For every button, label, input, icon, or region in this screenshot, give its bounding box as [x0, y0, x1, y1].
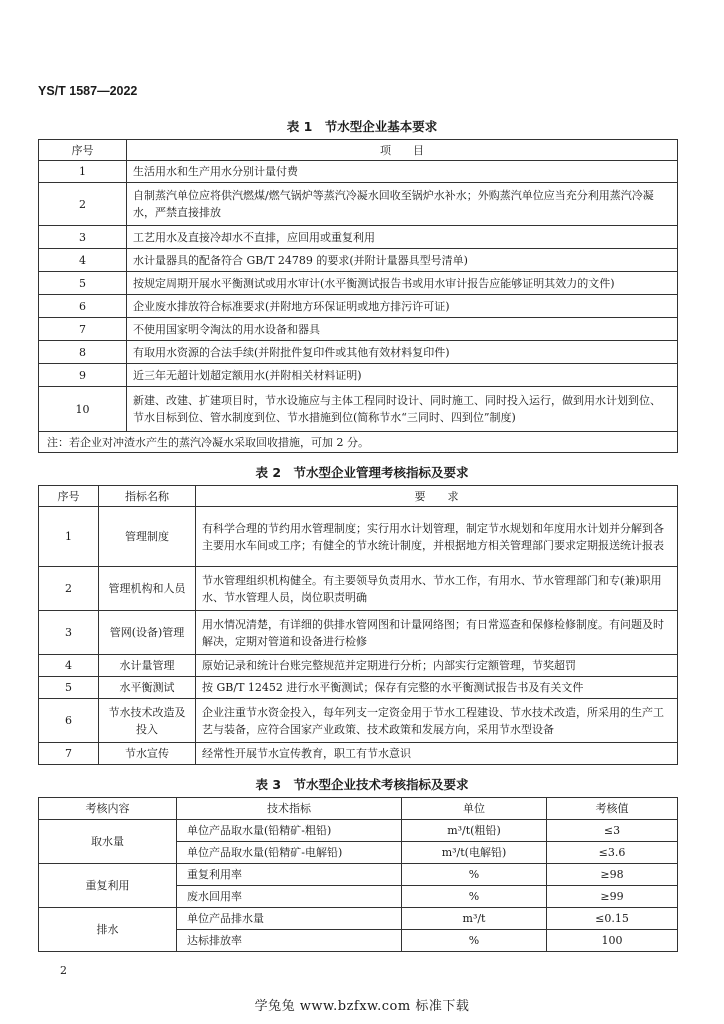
table2-header-name: 指标名称: [99, 486, 196, 507]
table3: [38, 797, 678, 952]
row-indicator-name: 管理制度: [99, 507, 196, 567]
row-indicator-name: 节水技术改造及投入: [99, 699, 196, 743]
table-row: [39, 507, 678, 567]
table-row: [39, 226, 678, 249]
row-indicator-name: 节水宣传: [99, 743, 196, 765]
row-no: 2: [39, 567, 99, 611]
table-row: [39, 820, 678, 842]
row-unit: %: [402, 864, 547, 886]
row-text: 按 GB/T 12452 进行水平衡测试；保存有完整的水平衡测试报告书及有关文件: [196, 677, 678, 699]
row-category: 排水: [39, 908, 177, 952]
row-value: ≤0.15: [547, 908, 678, 930]
row-no: 5: [39, 677, 99, 699]
row-no: 3: [39, 226, 127, 249]
row-indicator: 单位产品取水量(铅精矿-电解铅): [177, 842, 402, 864]
row-no: 5: [39, 272, 127, 295]
table-row: [39, 699, 678, 743]
row-indicator-name: 管理机构和人员: [99, 567, 196, 611]
row-no: 6: [39, 699, 99, 743]
table-row: [39, 567, 678, 611]
row-text: 企业注重节水资金投入，每年列支一定资金用于节水工程建设、节水技术改造，所采用的生产工艺与装备，应符合国家产业政策、技术政策和发展方向，采用节水型设备: [196, 699, 678, 743]
row-no: 1: [39, 161, 127, 183]
table3-title: 表 3 节水型企业技术考核指标及要求: [255, 777, 469, 792]
row-text: 按规定周期开展水平衡测试或用水审计(水平衡测试报告书或用水审计报告应能够证明其效力的文件): [127, 272, 678, 295]
table3-header-category: 考核内容: [39, 798, 177, 820]
table-row: [39, 318, 678, 341]
document-id: YS/T 1587—2022: [38, 84, 138, 98]
row-text: 不使用国家明令淘汰的用水设备和器具: [127, 318, 678, 341]
row-text: 水计量器具的配备符合 GB/T 24789 的要求(并附计量器具型号清单): [127, 249, 678, 272]
table1-note: 注：若企业对冲渣水产生的蒸汽冷凝水采取回收措施，可加 2 分。: [39, 432, 678, 453]
table-row: [39, 341, 678, 364]
table-row: [39, 364, 678, 387]
table-row: [39, 387, 678, 432]
table-row: [39, 249, 678, 272]
table-row: [39, 677, 678, 699]
table1-title: 表 1 节水型企业基本要求: [286, 119, 438, 134]
row-text: 生活用水和生产用水分别计量付费: [127, 161, 678, 183]
row-indicator-name: 水平衡测试: [99, 677, 196, 699]
row-text: 用水情况清楚，有详细的供排水管网图和计量网络图；有日常巡查和保修检修制度。有问题及时解决，定期对管道和设备进行检修: [196, 611, 678, 655]
table2-title: 表 2 节水型企业管理考核指标及要求: [255, 465, 469, 480]
row-text: 原始记录和统计台账完整规范并定期进行分析；内部实行定额管理，节奖超罚: [196, 655, 678, 677]
page-number: 2: [60, 964, 67, 977]
table-row: [39, 272, 678, 295]
row-text: 自制蒸汽单位应将供汽燃煤/燃气锅炉等蒸汽冷凝水回收至锅炉水补水；外购蒸汽单位应当充分利用蒸汽冷凝水，严禁直接排放: [127, 183, 678, 226]
table3-header-unit: 单位: [402, 798, 547, 820]
row-text: 工艺用水及直接冷却水不直排，应回用或重复利用: [127, 226, 678, 249]
table2-header-no: 序号: [39, 486, 99, 507]
row-indicator-name: 管网(设备)管理: [99, 611, 196, 655]
table-row: [39, 161, 678, 183]
row-text: 新建、改建、扩建项目时，节水设施应与主体工程同时设计、同时施工、同时投入运行，做到用水计划到位、节水目标到位、管水制度到位、节水措施到位(简称节水“三同时、四到位”制度): [127, 387, 678, 432]
row-text: 节水管理组织机构健全。有主要领导负责用水、节水工作，有用水、节水管理部门和专(兼)职用水、节水管理人员，岗位职责明确: [196, 567, 678, 611]
row-no: 1: [39, 507, 99, 567]
table1: [38, 139, 678, 453]
row-value: ≤3: [547, 820, 678, 842]
row-unit: %: [402, 930, 547, 952]
table-row: [39, 611, 678, 655]
table-row: [39, 908, 678, 930]
row-no: 7: [39, 743, 99, 765]
row-indicator: 重复利用率: [177, 864, 402, 886]
row-unit: m³/t(电解铅): [402, 842, 547, 864]
row-category: 取水量: [39, 820, 177, 864]
row-no: 6: [39, 295, 127, 318]
row-text: 有科学合理的节约用水管理制度；实行用水计划管理，制定节水规划和年度用水计划并分解到各主要用水车间或工序；有健全的节水统计制度，并根据地方相关管理部门要求定期报送统计报表: [196, 507, 678, 567]
row-text: 企业废水排放符合标准要求(并附地方环保证明或地方排污许可证): [127, 295, 678, 318]
row-value: ≤3.6: [547, 842, 678, 864]
row-indicator: 废水回用率: [177, 886, 402, 908]
row-no: 9: [39, 364, 127, 387]
row-no: 3: [39, 611, 99, 655]
row-value: ≥99: [547, 886, 678, 908]
row-value: 100: [547, 930, 678, 952]
table-row: [39, 864, 678, 886]
table-row: [39, 295, 678, 318]
row-text: 经常性开展节水宣传教育，职工有节水意识: [196, 743, 678, 765]
row-unit: %: [402, 886, 547, 908]
table-row: [39, 743, 678, 765]
row-text: 近三年无超计划超定额用水(并附相关材料证明): [127, 364, 678, 387]
table1-note-row: [39, 432, 678, 453]
row-no: 4: [39, 249, 127, 272]
row-no: 10: [39, 387, 127, 432]
row-text: 有取用水资源的合法手续(并附批件复印件或其他有效材料复印件): [127, 341, 678, 364]
row-category: 重复利用: [39, 864, 177, 908]
table1-header-item: 项 目: [127, 140, 678, 161]
row-no: 4: [39, 655, 99, 677]
row-no: 2: [39, 183, 127, 226]
watermark-footer: 学兔兔 www.bzfxw.com 标准下载: [254, 999, 470, 1014]
table2-header-requirement: 要 求: [196, 486, 678, 507]
table1-header-no: 序号: [39, 140, 127, 161]
table-row: [39, 655, 678, 677]
table2: [38, 485, 678, 765]
row-no: 7: [39, 318, 127, 341]
row-indicator: 单位产品排水量: [177, 908, 402, 930]
row-indicator: 单位产品取水量(铅精矿-粗铅): [177, 820, 402, 842]
table3-header-value: 考核值: [547, 798, 678, 820]
row-value: ≥98: [547, 864, 678, 886]
row-unit: m³/t(粗铅): [402, 820, 547, 842]
row-no: 8: [39, 341, 127, 364]
row-indicator: 达标排放率: [177, 930, 402, 952]
table3-header-indicator: 技术指标: [177, 798, 402, 820]
row-indicator-name: 水计量管理: [99, 655, 196, 677]
row-unit: m³/t: [402, 908, 547, 930]
table-row: [39, 183, 678, 226]
